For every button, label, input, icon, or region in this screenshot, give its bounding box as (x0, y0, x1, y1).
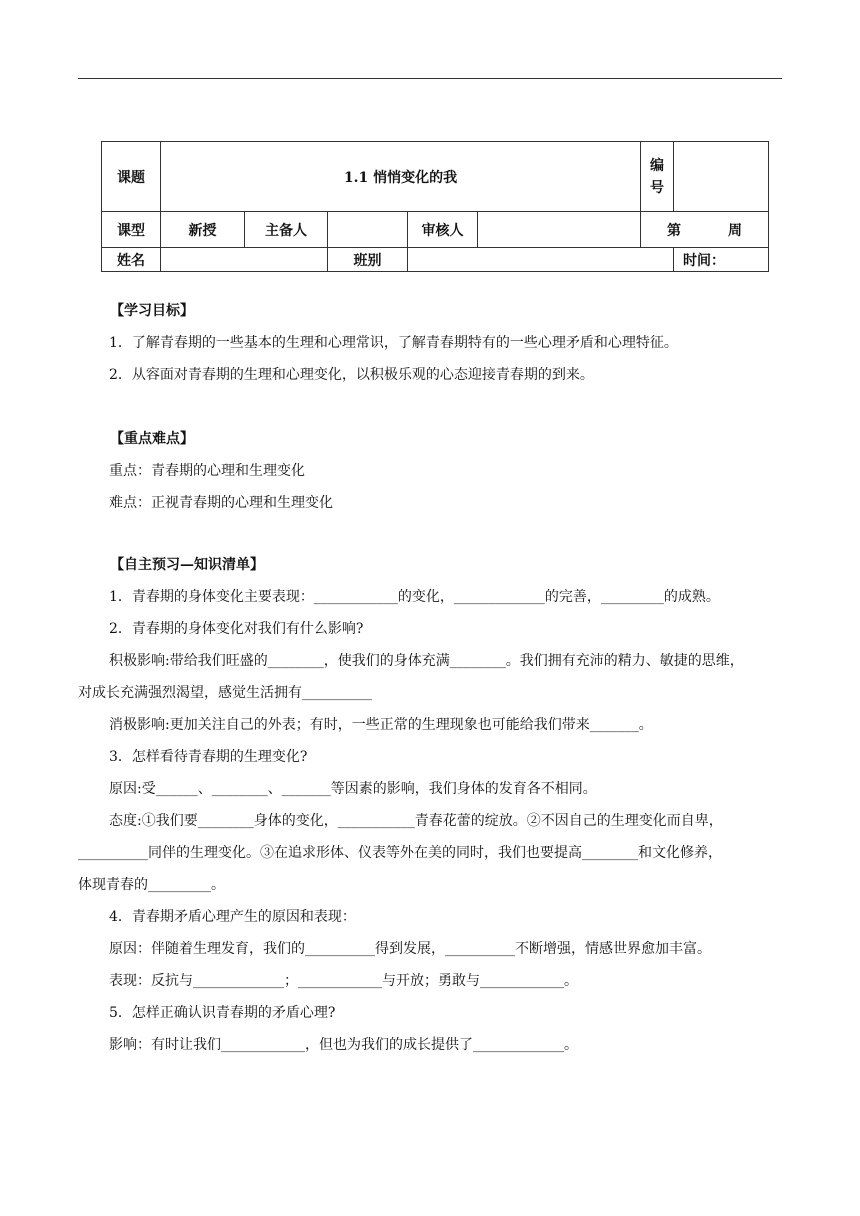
number-value[interactable] (674, 142, 769, 212)
preparer-label: 主备人 (245, 212, 328, 248)
topic-label: 课题 (102, 142, 161, 212)
preparer-value[interactable] (328, 212, 408, 248)
week-zhou: 周 (728, 222, 743, 239)
q3-attitude-line-2: __________同伴的生理变化。③在追求形体、仪表等外在美的同时，我们也要提高________和文化修养， (78, 845, 722, 861)
top-rule (78, 78, 782, 79)
key-point: 重点：青春期的心理和生理变化 (109, 463, 305, 479)
q2-positive-line-2: 对成长充满强烈渴望，感觉生活拥有__________ (78, 685, 372, 701)
q3-attitude-line-1: 态度:①我们要________身体的变化，___________青春花蕾的绽放。②不因自己的生理变化而自卑， (109, 813, 723, 829)
difficult-point: 难点：正视青春期的心理和生理变化 (109, 495, 333, 511)
question-4: 4．青春期矛盾心理产生的原因和表现： (109, 909, 356, 925)
class-value[interactable] (408, 248, 674, 272)
week-cell[interactable] (641, 212, 769, 248)
lesson-header-table (101, 141, 769, 272)
q3-attitude-line-3: 体现青春的_________。 (78, 877, 225, 893)
q2-positive-line-1: 积极影响:带给我们旺盛的________，使我们的身体充满________。我们拥有充沛的精力、敏捷的思维， (109, 653, 744, 669)
number-label-1: 编 (650, 157, 665, 174)
reviewer-value[interactable] (478, 212, 641, 248)
name-label: 姓名 (102, 248, 161, 272)
week-di: 第 (667, 222, 682, 239)
time-label: 时间： (674, 248, 769, 272)
type-label: 课型 (102, 212, 161, 248)
goal-1: 1．了解青春期的一些基本的生理和心理常识，了解青春期特有的一些心理矛盾和心理特征。 (109, 335, 678, 351)
question-2: 2．青春期的身体变化对我们有什么影响? (109, 621, 364, 637)
worksheet-content (78, 295, 784, 1061)
q5-effect: 影响：有时让我们____________，但也为我们的成长提供了_____________。 (109, 1037, 578, 1053)
q4-reason: 原因：伴随着生理发育，我们的__________得到发展，__________不断增强，情感世界愈加丰富。 (109, 941, 711, 957)
name-value[interactable] (161, 248, 328, 272)
q4-show: 表现：反抗与_____________；____________与开放；勇敢与____________。 (109, 973, 578, 989)
goal-2: 2．从容面对青春期的生理和心理变化，以积极乐观的心态迎接青春期的到来。 (109, 367, 594, 383)
q2-negative: 消极影响:更加关注自己的外表；有时，一些正常的生理现象也可能给我们带来_______。 (109, 717, 653, 733)
question-5: 5．怎样正确认识青春期的矛盾心理? (109, 1005, 336, 1021)
question-3: 3．怎样看待青春期的生理变化? (109, 749, 308, 765)
section-title-key: 【重点难点】 (110, 431, 194, 447)
lesson-title: 1.1 悄悄变化的我 (161, 142, 641, 212)
reviewer-label: 审核人 (408, 212, 478, 248)
class-label: 班别 (328, 248, 408, 272)
section-title-preview: 【自主预习—知识清单】 (110, 557, 264, 573)
q3-reason: 原因:受______、________、_______等因素的影响，我们身体的发育各不相同。 (109, 781, 597, 797)
section-title-goals: 【学习目标】 (110, 303, 194, 319)
type-value: 新授 (161, 212, 245, 248)
number-label (641, 142, 674, 212)
question-1: 1．青春期的身体变化主要表现：____________的变化，_____________的完善，_________的成熟。 (109, 589, 720, 605)
number-label-2: 号 (650, 179, 665, 196)
